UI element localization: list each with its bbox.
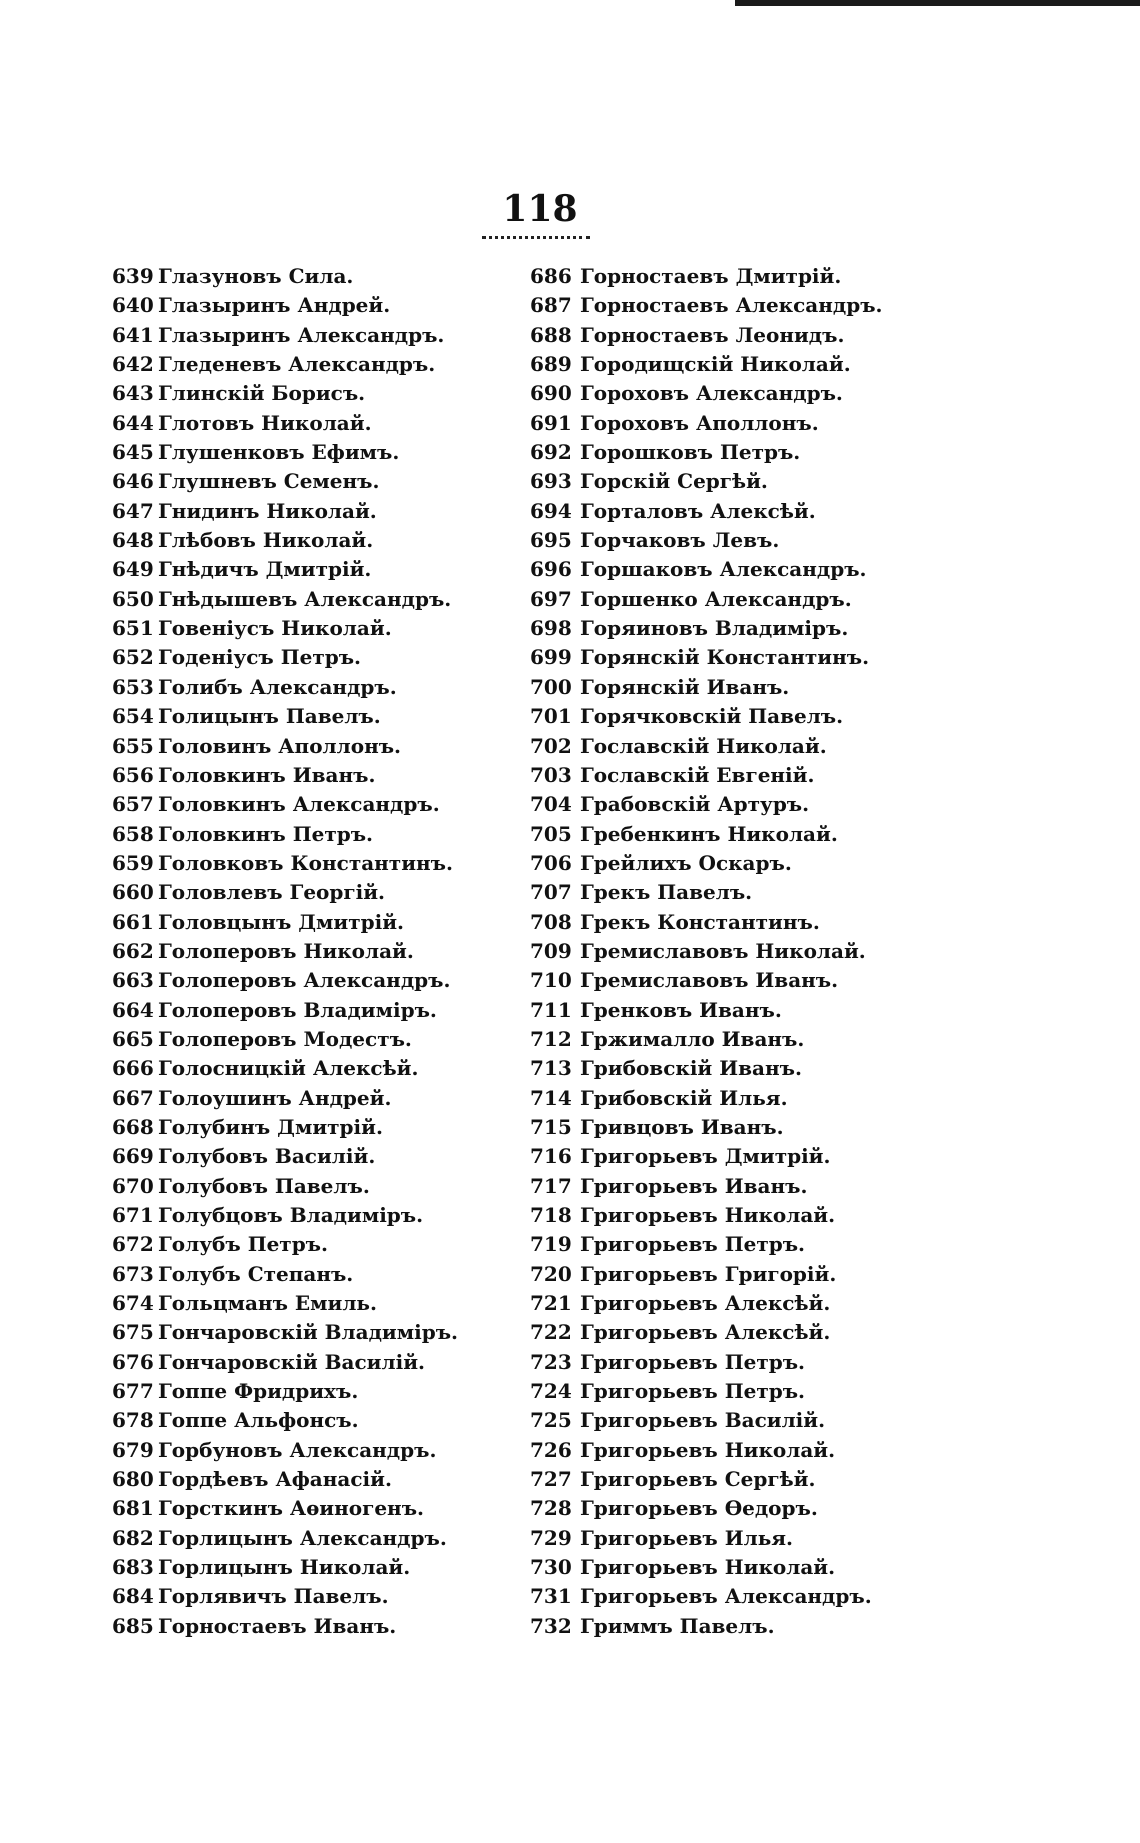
entry-number: 686 [530, 264, 572, 288]
entry-number: 645 [112, 440, 154, 465]
entry-name: Голубъ Степанъ. [158, 1261, 354, 1286]
list-entry [530, 585, 980, 614]
list-entry [530, 321, 980, 350]
list-entry [530, 966, 980, 995]
entry-name: Гремиславовъ Иванъ. [580, 968, 839, 993]
entry-name: Голицынъ Павелъ. [158, 704, 381, 729]
list-entry [530, 467, 980, 496]
list-entry [530, 1084, 980, 1113]
entry-number: 682 [112, 1525, 154, 1550]
entry-number: 673 [112, 1261, 154, 1286]
list-entry [530, 1582, 980, 1611]
list-entry [530, 1377, 980, 1406]
entry-name: Глинскій Борисъ. [158, 381, 366, 406]
entry-number: 648 [112, 528, 154, 553]
entry-name: Головковъ Константинъ. [158, 850, 453, 875]
entry-number: 683 [112, 1555, 154, 1580]
list-entry [112, 438, 532, 467]
entry-number: 701 [530, 704, 572, 729]
entry-name: Голоперовъ Александръ. [158, 968, 451, 993]
entry-number: 679 [112, 1437, 154, 1462]
list-entry [112, 321, 532, 350]
list-entry [530, 1612, 980, 1641]
entry-number: 726 [530, 1437, 572, 1462]
list-entry [112, 878, 532, 907]
entry-name: Горячковскій Павелъ. [580, 704, 844, 729]
entry-number: 707 [530, 880, 572, 905]
entry-name: Гославскій Евгеній. [580, 762, 815, 787]
entry-number: 658 [112, 821, 154, 846]
list-entry [530, 350, 980, 379]
entry-name: Горталовъ Алексѣй. [580, 498, 816, 523]
list-entry [112, 1054, 532, 1083]
entry-number: 672 [112, 1232, 154, 1257]
entry-name: Григорьевъ Дмитрій. [580, 1144, 831, 1169]
list-entry [530, 1289, 980, 1318]
list-entry [530, 820, 980, 849]
entry-name: Григорьевъ Сергѣй. [580, 1467, 816, 1492]
list-entry [112, 820, 532, 849]
list-entry [530, 1465, 980, 1494]
entry-name: Грибовскій Илья. [580, 1085, 788, 1110]
entry-number: 727 [530, 1467, 572, 1492]
list-entry [112, 1230, 532, 1259]
left-column [112, 262, 532, 1641]
entry-name: Горностаевъ Леонидъ. [580, 322, 845, 347]
entry-number: 711 [530, 997, 572, 1022]
list-entry [530, 1436, 980, 1465]
entry-name: Гоппе Фридрихъ. [158, 1379, 359, 1404]
list-entry [530, 761, 980, 790]
entry-name: Григорьевъ Василій. [580, 1408, 826, 1433]
entry-number: 663 [112, 968, 154, 993]
entry-name: Гончаровскій Василій. [158, 1349, 425, 1374]
list-entry [530, 1201, 980, 1230]
list-entry [112, 1084, 532, 1113]
list-entry [112, 1377, 532, 1406]
entry-name: Гнѣдышевъ Александръ. [158, 586, 452, 611]
entry-number: 698 [530, 616, 572, 641]
entry-number: 652 [112, 645, 154, 670]
entry-name: Глазыринъ Александръ. [158, 322, 445, 347]
list-entry [530, 1494, 980, 1523]
entry-number: 695 [530, 528, 572, 553]
entry-number: 732 [530, 1613, 572, 1638]
entry-number: 696 [530, 557, 572, 582]
entry-number: 710 [530, 968, 572, 993]
entry-number: 647 [112, 498, 154, 523]
entry-name: Голубъ Петръ. [158, 1232, 328, 1257]
entry-name: Горностаевъ Дмитрій. [580, 264, 842, 288]
list-entry [530, 996, 980, 1025]
list-entry [112, 555, 532, 584]
entry-number: 655 [112, 733, 154, 758]
list-entry [530, 643, 980, 672]
entry-name: Глушенковъ Ефимъ. [158, 440, 400, 465]
list-entry [112, 1318, 532, 1347]
entry-name: Горностаевъ Александръ. [580, 293, 883, 318]
list-entry [530, 937, 980, 966]
entry-number: 684 [112, 1584, 154, 1609]
entry-number: 661 [112, 909, 154, 934]
entry-number: 688 [530, 322, 572, 347]
entry-number: 668 [112, 1114, 154, 1139]
entry-name: Грейлихъ Оскаръ. [580, 850, 792, 875]
page-number: 118 [502, 188, 578, 230]
entry-name: Григорьевъ Александръ. [580, 1584, 872, 1609]
entry-name: Головкинъ Александръ. [158, 792, 440, 817]
entry-name: Глазуновъ Сила. [158, 264, 354, 288]
list-entry [112, 467, 532, 496]
entry-name: Годеніусъ Петръ. [158, 645, 362, 670]
entry-number: 697 [530, 586, 572, 611]
list-entry [112, 526, 532, 555]
entry-name: Головинъ Аполлонъ. [158, 733, 402, 758]
entry-name: Головлевъ Георгій. [158, 880, 386, 905]
list-entry [112, 732, 532, 761]
entry-name: Горлицынъ Николай. [158, 1555, 411, 1580]
list-entry [112, 908, 532, 937]
list-entry [530, 526, 980, 555]
entry-name: Головкинъ Иванъ. [158, 762, 376, 787]
entry-number: 665 [112, 1026, 154, 1051]
entry-number: 677 [112, 1379, 154, 1404]
entry-number: 641 [112, 322, 154, 347]
entry-number: 691 [530, 410, 572, 435]
list-entry [112, 1553, 532, 1582]
entry-number: 721 [530, 1291, 572, 1316]
entry-name: Голубовъ Павелъ. [158, 1173, 370, 1198]
entry-number: 675 [112, 1320, 154, 1345]
list-entry [530, 291, 980, 320]
entry-name: Голубцовъ Владиміръ. [158, 1203, 424, 1227]
list-entry [112, 673, 532, 702]
entry-name: Голоперовъ Модестъ. [158, 1026, 412, 1051]
list-entry [112, 937, 532, 966]
entry-name: Горшенко Александръ. [580, 586, 852, 611]
entry-name: Говеніусъ Николай. [158, 616, 392, 641]
entry-number: 706 [530, 850, 572, 875]
entry-number: 680 [112, 1467, 154, 1492]
list-entry [112, 1436, 532, 1465]
entry-name: Глѣбовъ Николай. [158, 528, 374, 553]
list-entry [112, 761, 532, 790]
entry-number: 650 [112, 586, 154, 611]
entry-number: 662 [112, 938, 154, 963]
entry-number: 699 [530, 645, 572, 670]
list-entry [530, 849, 980, 878]
entry-name: Григорьевъ Николай. [580, 1203, 836, 1227]
entry-name: Горлицынъ Александръ. [158, 1525, 447, 1550]
entry-name: Гржималло Иванъ. [580, 1026, 805, 1051]
entry-name: Гнѣдичъ Дмитрій. [158, 557, 372, 582]
list-entry [112, 1582, 532, 1611]
entry-name: Григорьевъ Петръ. [580, 1379, 805, 1404]
entry-number: 657 [112, 792, 154, 817]
entry-number: 708 [530, 909, 572, 934]
list-entry [112, 614, 532, 643]
entry-name: Голибъ Александръ. [158, 674, 397, 699]
entry-name: Гороховъ Аполлонъ. [580, 410, 819, 435]
entry-name: Гребенкинъ Николай. [580, 821, 838, 846]
list-entry [112, 996, 532, 1025]
list-entry [112, 849, 532, 878]
list-entry [530, 1524, 980, 1553]
entry-name: Гордѣевъ Афанасій. [158, 1467, 392, 1492]
entry-number: 717 [530, 1173, 572, 1198]
entry-name: Гледеневъ Александръ. [158, 352, 436, 377]
entry-name: Гриммъ Павелъ. [580, 1613, 775, 1638]
entry-name: Гренковъ Иванъ. [580, 997, 782, 1022]
entry-name: Гольцманъ Емиль. [158, 1291, 377, 1316]
entry-number: 659 [112, 850, 154, 875]
entry-name: Григорьевъ Илья. [580, 1525, 794, 1550]
entry-name: Голоперовъ Владиміръ. [158, 997, 437, 1022]
list-entry [530, 1406, 980, 1435]
entry-name: Гремиславовъ Николай. [580, 938, 866, 963]
entry-number: 714 [530, 1085, 572, 1110]
entry-number: 720 [530, 1261, 572, 1286]
list-entry [112, 643, 532, 672]
list-entry [530, 1172, 980, 1201]
entry-name: Горскій Сергѣй. [580, 469, 768, 494]
entry-name: Горлявичъ Павелъ. [158, 1584, 389, 1609]
list-entry [530, 1054, 980, 1083]
entry-name: Гороховъ Александръ. [580, 381, 843, 406]
list-entry [530, 555, 980, 584]
list-entry [112, 1260, 532, 1289]
list-entry [530, 1025, 980, 1054]
entry-number: 666 [112, 1056, 154, 1081]
list-entry [530, 379, 980, 408]
entry-number: 718 [530, 1203, 572, 1227]
list-entry [530, 1318, 980, 1347]
entry-number: 681 [112, 1496, 154, 1521]
list-entry [112, 1612, 532, 1641]
entry-name: Григорьевъ Петръ. [580, 1232, 805, 1257]
entry-number: 674 [112, 1291, 154, 1316]
entry-name: Грекъ Павелъ. [580, 880, 753, 905]
entry-number: 724 [530, 1379, 572, 1404]
entry-name: Головкинъ Петръ. [158, 821, 373, 846]
entry-number: 687 [530, 293, 572, 318]
entry-name: Гривцовъ Иванъ. [580, 1114, 784, 1139]
entry-number: 728 [530, 1496, 572, 1521]
entry-number: 676 [112, 1349, 154, 1374]
entry-number: 709 [530, 938, 572, 963]
list-entry [530, 262, 980, 291]
entry-number: 685 [112, 1613, 154, 1638]
list-entry [112, 1494, 532, 1523]
list-entry [530, 1553, 980, 1582]
list-entry [530, 1260, 980, 1289]
entry-name: Горянскій Иванъ. [580, 674, 790, 699]
entry-number: 669 [112, 1144, 154, 1169]
entry-number: 649 [112, 557, 154, 582]
list-entry [530, 1113, 980, 1142]
list-entry [112, 1201, 532, 1230]
entry-number: 656 [112, 762, 154, 787]
entry-number: 690 [530, 381, 572, 406]
entry-name: Горностаевъ Иванъ. [158, 1613, 397, 1638]
entry-number: 723 [530, 1349, 572, 1374]
entry-number: 730 [530, 1555, 572, 1580]
list-entry [112, 1142, 532, 1171]
entry-number: 651 [112, 616, 154, 641]
entry-name: Григорьевъ Алексѣй. [580, 1320, 831, 1345]
entry-number: 640 [112, 293, 154, 318]
list-entry [112, 350, 532, 379]
entry-number: 716 [530, 1144, 572, 1169]
list-entry [530, 614, 980, 643]
entry-name: Григорьевъ Петръ. [580, 1349, 805, 1374]
entry-number: 671 [112, 1203, 154, 1227]
list-entry [530, 497, 980, 526]
entry-number: 646 [112, 469, 154, 494]
entry-number: 693 [530, 469, 572, 494]
list-entry [530, 409, 980, 438]
entry-name: Горчаковъ Левъ. [580, 528, 780, 553]
list-entry [112, 1465, 532, 1494]
entry-number: 694 [530, 498, 572, 523]
entry-name: Грекъ Константинъ. [580, 909, 820, 934]
right-column [530, 262, 980, 1641]
list-entry [112, 262, 532, 291]
page-number-underline [482, 236, 590, 239]
entry-number: 654 [112, 704, 154, 729]
list-entry [530, 908, 980, 937]
list-entry [112, 1289, 532, 1318]
entry-name: Голубинъ Дмитрій. [158, 1114, 383, 1139]
entry-name: Григорьевъ Николай. [580, 1437, 836, 1462]
entry-name: Грабовскій Артуръ. [580, 792, 810, 817]
entry-number: 700 [530, 674, 572, 699]
list-entry [530, 1230, 980, 1259]
list-entry [112, 291, 532, 320]
entry-name: Григорьевъ Иванъ. [580, 1173, 808, 1198]
entry-name: Голубовъ Василій. [158, 1144, 376, 1169]
entry-number: 639 [112, 264, 154, 288]
entry-number: 644 [112, 410, 154, 435]
entry-number: 715 [530, 1114, 572, 1139]
entry-name: Городищскій Николай. [580, 352, 851, 377]
entry-name: Гоппе Альфонсъ. [158, 1408, 359, 1433]
list-entry [112, 1025, 532, 1054]
entry-name: Голосницкій Алексѣй. [158, 1056, 419, 1081]
entry-name: Горсткинъ Аѳиногенъ. [158, 1496, 424, 1521]
entry-name: Григорьевъ Григорій. [580, 1261, 837, 1286]
entry-number: 664 [112, 997, 154, 1022]
entry-number: 692 [530, 440, 572, 465]
list-entry [530, 732, 980, 761]
entry-name: Грибовскій Иванъ. [580, 1056, 802, 1081]
entry-number: 729 [530, 1525, 572, 1550]
entry-name: Григорьевъ Алексѣй. [580, 1291, 831, 1316]
list-entry [530, 790, 980, 819]
entry-number: 705 [530, 821, 572, 846]
entry-number: 642 [112, 352, 154, 377]
entry-name: Григорьевъ Николай. [580, 1555, 836, 1580]
list-entry [112, 379, 532, 408]
list-entry [112, 1348, 532, 1377]
entry-name: Горянскій Константинъ. [580, 645, 870, 670]
entry-number: 731 [530, 1584, 572, 1609]
list-entry [112, 1524, 532, 1553]
entry-name: Горбуновъ Александръ. [158, 1437, 437, 1462]
list-entry [112, 1172, 532, 1201]
entry-name: Глотовъ Николай. [158, 410, 372, 435]
list-entry [112, 585, 532, 614]
entry-name: Горошковъ Петръ. [580, 440, 801, 465]
list-entry [530, 878, 980, 907]
list-entry [530, 1348, 980, 1377]
top-edge-rule [735, 0, 1140, 6]
entry-name: Голоперовъ Николай. [158, 938, 414, 963]
list-entry [530, 702, 980, 731]
entry-name: Глушневъ Семенъ. [158, 469, 380, 494]
entry-name: Гнидинъ Николай. [158, 498, 377, 523]
list-entry [112, 1406, 532, 1435]
entry-name: Головцынъ Дмитрій. [158, 909, 405, 934]
entry-number: 660 [112, 880, 154, 905]
entry-number: 678 [112, 1408, 154, 1433]
entry-number: 702 [530, 733, 572, 758]
entry-number: 722 [530, 1320, 572, 1345]
entry-number: 670 [112, 1173, 154, 1198]
entry-number: 703 [530, 762, 572, 787]
list-entry [112, 497, 532, 526]
list-entry [530, 1142, 980, 1171]
entry-number: 712 [530, 1026, 572, 1051]
entry-number: 689 [530, 352, 572, 377]
entry-number: 667 [112, 1085, 154, 1110]
list-entry [530, 673, 980, 702]
entry-name: Горяиновъ Владиміръ. [580, 616, 849, 641]
entry-number: 725 [530, 1408, 572, 1433]
entry-number: 653 [112, 674, 154, 699]
list-entry [112, 1113, 532, 1142]
entry-name: Гославскій Николай. [580, 733, 827, 758]
entry-name: Голоушинъ Андрей. [158, 1085, 392, 1110]
list-entry [112, 702, 532, 731]
entry-name: Гончаровскій Владиміръ. [158, 1320, 459, 1345]
entry-name: Глазыринъ Андрей. [158, 293, 391, 318]
entry-number: 713 [530, 1056, 572, 1081]
list-entry [112, 966, 532, 995]
entry-name: Григорьевъ Ѳедоръ. [580, 1496, 818, 1521]
entry-name: Горшаковъ Александръ. [580, 557, 867, 582]
entry-number: 719 [530, 1232, 572, 1257]
entry-number: 643 [112, 381, 154, 406]
entry-number: 704 [530, 792, 572, 817]
list-entry [530, 438, 980, 467]
list-entry [112, 409, 532, 438]
list-entry [112, 790, 532, 819]
